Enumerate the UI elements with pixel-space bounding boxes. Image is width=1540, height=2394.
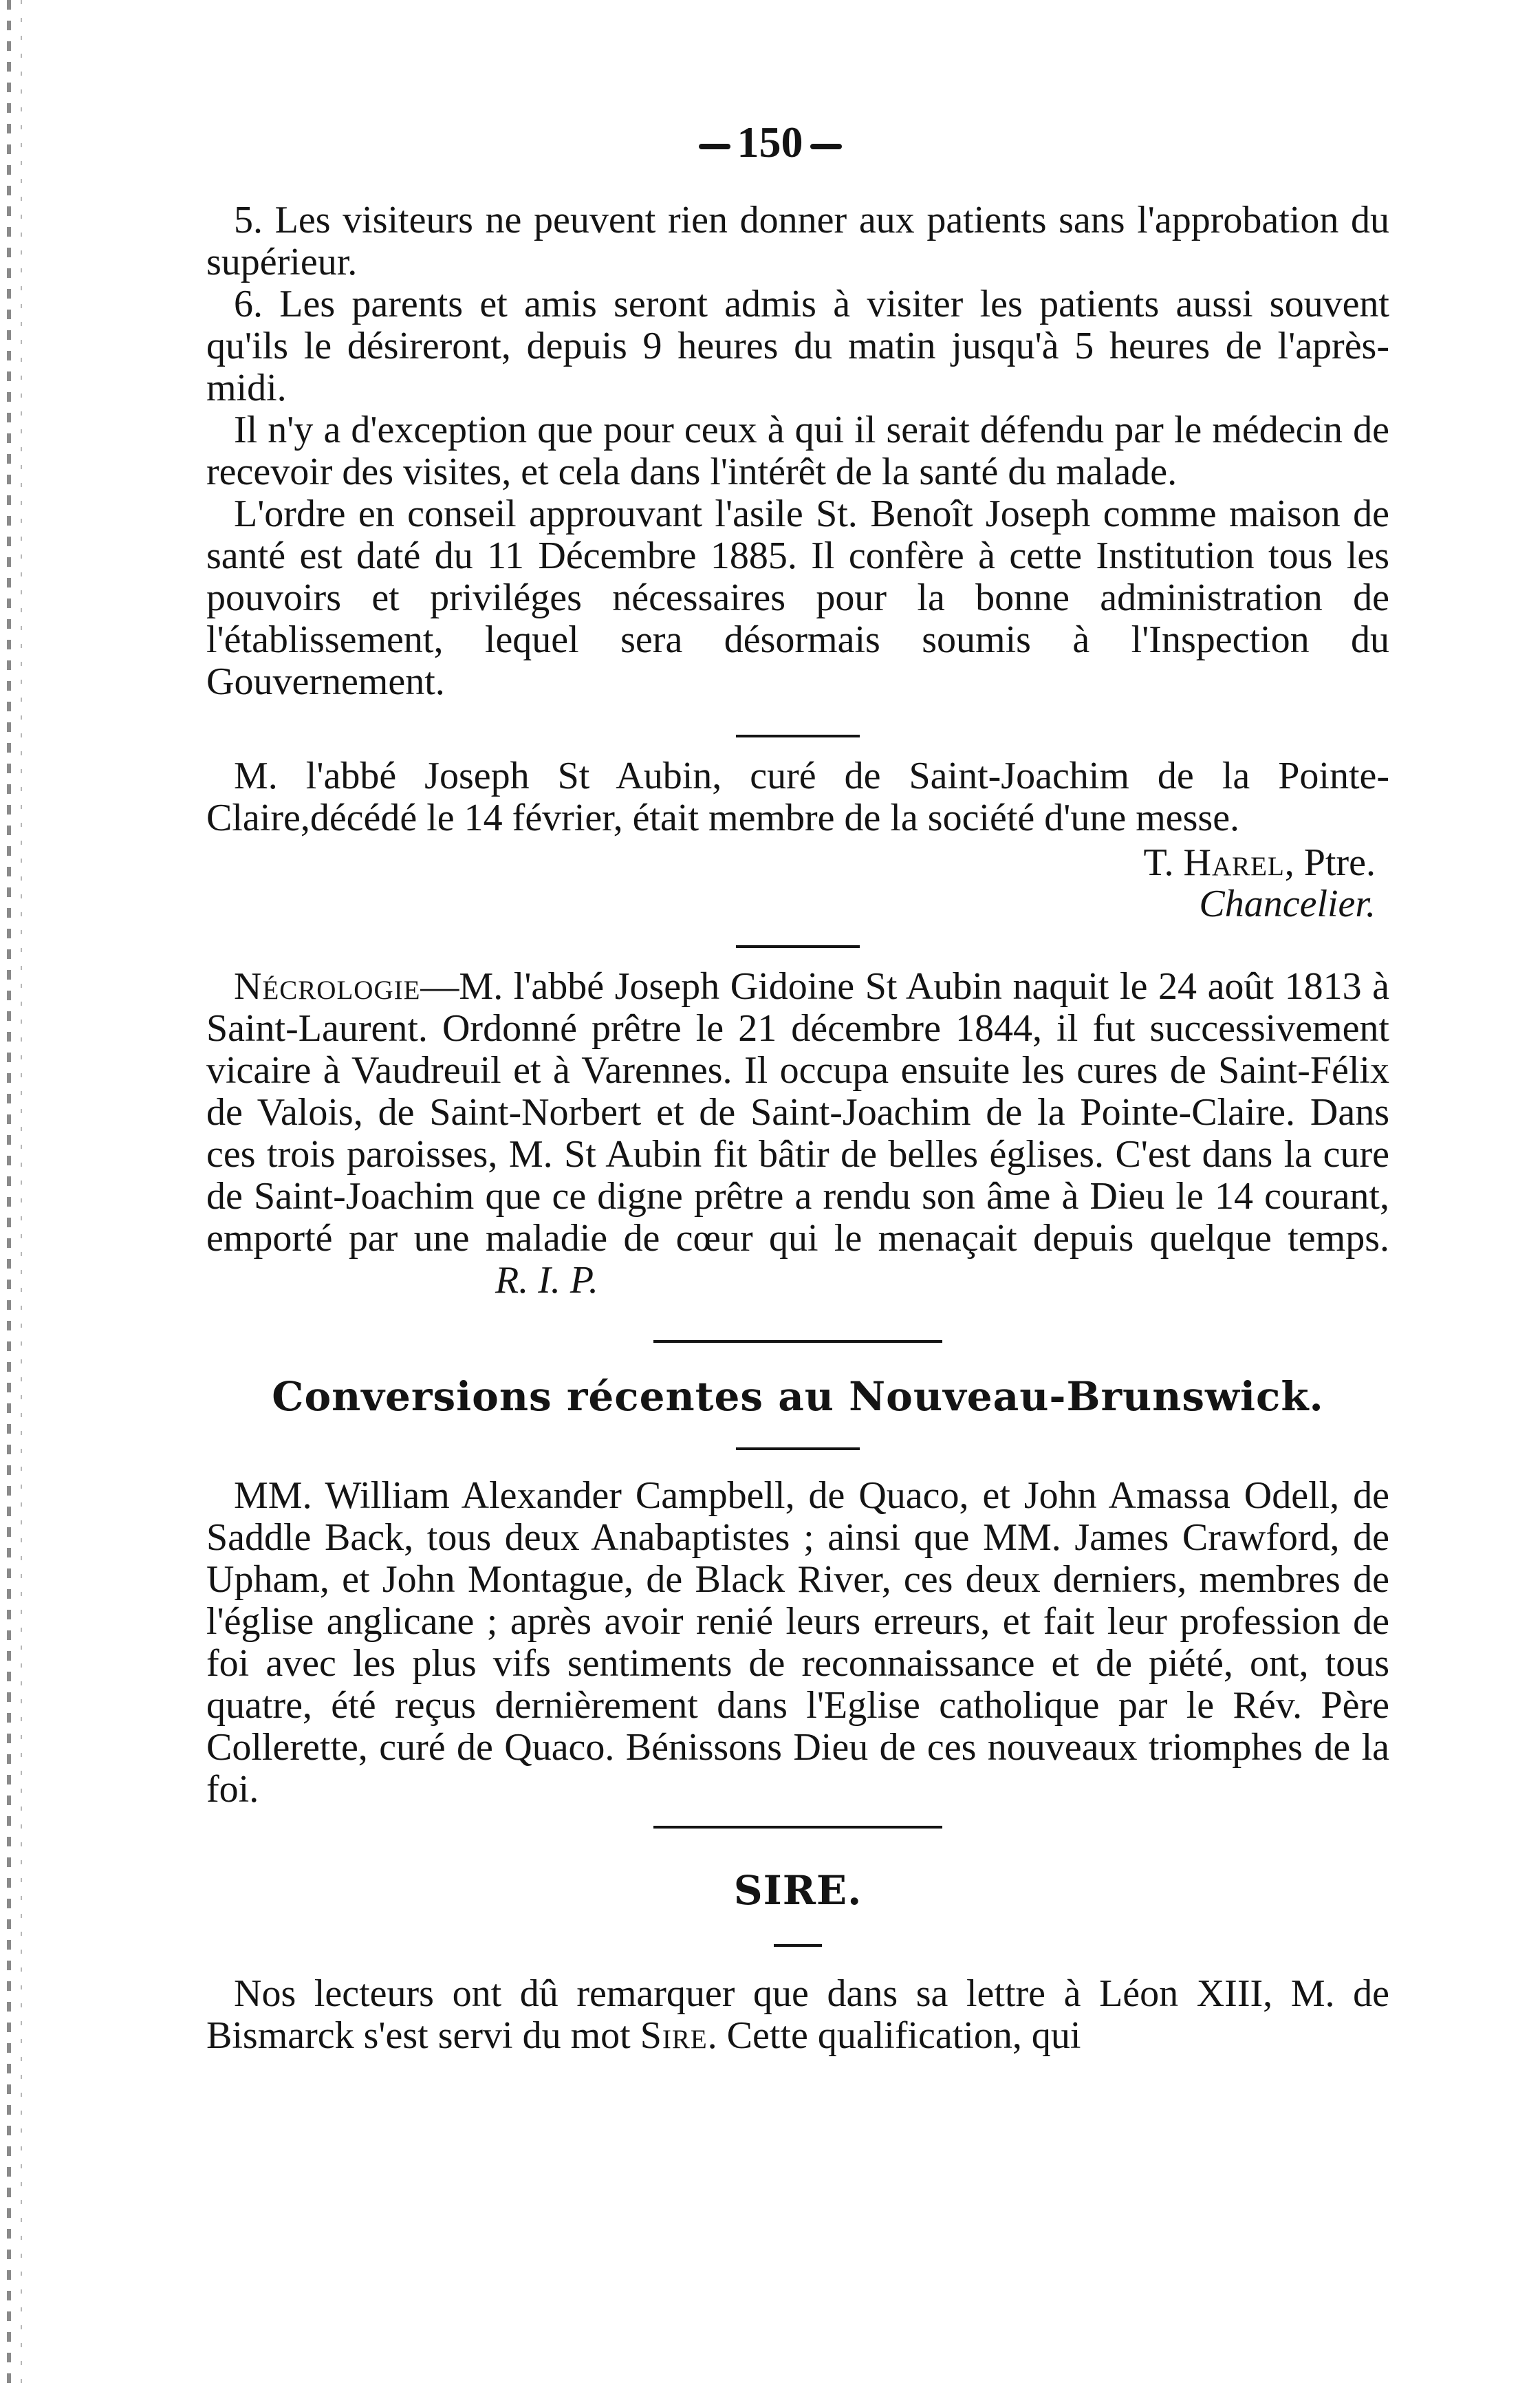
necrology-paragraph: [206, 966, 1389, 1302]
section-divider: [774, 1944, 822, 1947]
sire-paragraph: [206, 1973, 1389, 2057]
necrology-label: Nécrologie: [234, 965, 421, 1008]
sire-text-end: . Cette qualification, qui: [707, 2014, 1081, 2057]
text-column: [206, 200, 1389, 2057]
signature-name: Harel: [1183, 841, 1285, 884]
header-dash-left: [699, 144, 730, 149]
aubin-notice: M. l'abbé Joseph St Aubin, curé de Saint-Joachim de la Pointe-Claire,décédé le 14 février, était membre de la société d'une messe.: [206, 755, 1389, 839]
section-divider: [736, 735, 860, 737]
sire-word: Sire: [640, 2014, 708, 2057]
conversions-paragraph: MM. William Alexander Campbell, de Quaco, et John Amassa Odell, de Saddle Back, tous deux Anabaptistes ; ainsi que MM. James Crawford, de Upham, et John Montague, de Black River, ces deux derniers, membres de l'église anglicane ; après avoir renié leurs erreurs, et fait leur profession de foi avec les plus vifs sentiments de reconnaissance et de piété, ont, tous quatre, été reçus dernièrement dans l'Eglise catholique par le Rév. Père Collerette, curé de Quaco. Bénissons Dieu de ces nouveaux triomphes de la foi.: [206, 1474, 1389, 1811]
rule-item-6: 6. Les parents et amis seront admis à visiter les patients aussi souvent qu'ils le désireront, depuis 9 heures du matin jusqu'à 5 heures de l'après-midi.: [206, 283, 1389, 409]
page-number: 150: [737, 118, 803, 166]
section-divider: [653, 1340, 942, 1343]
conversions-heading: Conversions récentes au Nouveau-Brunswick.: [272, 1373, 1324, 1420]
signature-line: [206, 842, 1389, 883]
page-number-header: [0, 117, 1540, 168]
sire-text-start: Nos lecteurs ont dû remarquer que dans sa lettre à Léon XIII, M. de Bismarck s'est servi du mot: [206, 1972, 1389, 2057]
scan-edge-mark: [7, 0, 11, 2394]
scan-edge-mark-thin: [21, 0, 22, 2394]
rip-mark: R. I. P.: [495, 1259, 598, 1302]
section-divider: [653, 1826, 942, 1829]
section-divider: [736, 1447, 860, 1450]
section-divider: [736, 945, 860, 948]
signature-suffix: , Ptre.: [1284, 841, 1376, 884]
signature-prefix: T.: [1143, 841, 1184, 884]
header-dash-right: [810, 144, 842, 149]
signature-title: Chancelier.: [1199, 883, 1376, 925]
rule-item-5: 5. Les visiteurs ne peuvent rien donner aux patients sans l'approbation du supérieur.: [206, 199, 1389, 283]
necrology-text: —M. l'abbé Joseph Gidoine St Aubin naquit le 24 août 1813 à Saint-Laurent. Ordonné prêtre le 21 décembre 1844, il fut successivement vicaire à Vaudreuil et à Varennes. Il occupa ensuite les cures de Saint-Félix de Valois, de Saint-Norbert et de Saint-Joachim de la Pointe-Claire. Dans ces trois paroisses, M. St Aubin fit bâtir de belles églises. C'est dans la cure de Saint-Joachim que ce digne prêtre a rendu son âme à Dieu le 14 courant, emporté par une maladie de cœur qui le menaçait depuis quelque temps.: [206, 965, 1389, 1260]
exception-paragraph: Il n'y a d'exception que pour ceux à qui il serait défendu par le médecin de recevoir des visites, et cela dans l'intérêt de la santé du malade.: [206, 409, 1389, 493]
sire-heading: SIRE.: [733, 1867, 863, 1914]
order-in-council-paragraph: L'ordre en conseil approuvant l'asile St. Benoît Joseph comme maison de santé est daté du 11 Décembre 1885. Il confère à cette Institution tous les pouvoirs et priviléges nécessaires pour la bonne administration de l'établissement, lequel sera désormais soumis à l'Inspection du Gouvernement.: [206, 493, 1389, 703]
